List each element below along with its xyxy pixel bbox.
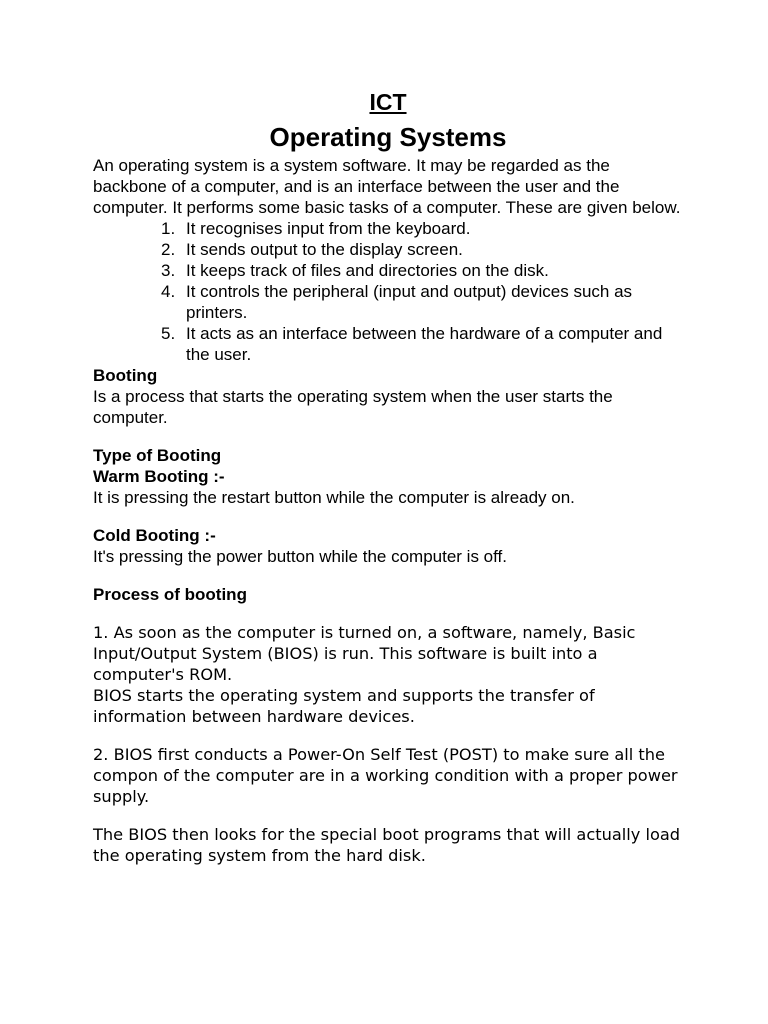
spacer	[93, 567, 683, 584]
booting-definition: Is a process that starts the operating system when the user starts the computer.	[93, 387, 613, 427]
list-item	[93, 239, 683, 260]
booting-types-heading: Type of Booting	[93, 446, 222, 465]
list-item-number: 5.	[161, 324, 176, 343]
spacer	[93, 807, 683, 824]
list-item-number: 1.	[161, 219, 176, 238]
cold-booting-text: It's pressing the power button while the computer is off.	[93, 547, 507, 566]
list-item	[93, 218, 683, 239]
spacer	[93, 605, 683, 622]
process-heading: Process of booting	[93, 585, 247, 604]
spacer	[93, 428, 683, 445]
list-item-number: 2.	[161, 240, 176, 259]
document-title: ICT	[369, 89, 407, 115]
list-item	[93, 323, 683, 365]
list-item	[93, 281, 683, 323]
spacer	[93, 727, 683, 744]
warm-booting-text: It is pressing the restart button while the computer is already on.	[93, 488, 575, 507]
process-step-1-continued: BIOS starts the operating system and supports the transfer of information between hardware devices.	[93, 686, 595, 726]
list-item-text: It keeps track of files and directories on the disk.	[186, 261, 549, 280]
process-step-2: 2. BIOS first conducts a Power-On Self Test (POST) to make sure all the compon of the computer are in a working condition with a proper power supply.	[93, 745, 678, 806]
spacer	[93, 508, 683, 525]
list-item-number: 3.	[161, 261, 176, 280]
cold-booting-heading: Cold Booting :-	[93, 526, 216, 545]
intro-paragraph: An operating system is a system software. It may be regarded as the backbone of a computer, and is an interface between the user and the computer. It performs some basic tasks of a computer. These are given below.	[93, 156, 681, 217]
list-item-text: It controls the peripheral (input and output) devices such as printers.	[186, 282, 633, 322]
task-list	[93, 218, 683, 365]
warm-booting-heading: Warm Booting :-	[93, 467, 225, 486]
list-item-number: 4.	[161, 282, 176, 301]
list-item-text: It sends output to the display screen.	[186, 240, 463, 259]
list-item-text: It acts as an interface between the hardware of a computer and the user.	[186, 324, 663, 364]
document-subtitle: Operating Systems	[269, 122, 507, 152]
list-item	[93, 260, 683, 281]
list-item-text: It recognises input from the keyboard.	[186, 219, 471, 238]
document-page	[93, 88, 683, 866]
booting-heading: Booting	[93, 366, 158, 385]
process-step-3: The BIOS then looks for the special boot programs that will actually load the operating system from the hard disk.	[93, 825, 681, 865]
process-step-1: 1. As soon as the computer is turned on, a software, namely, Basic Input/Output System (BIOS) is run. This software is built into a computer's ROM.	[93, 623, 636, 684]
